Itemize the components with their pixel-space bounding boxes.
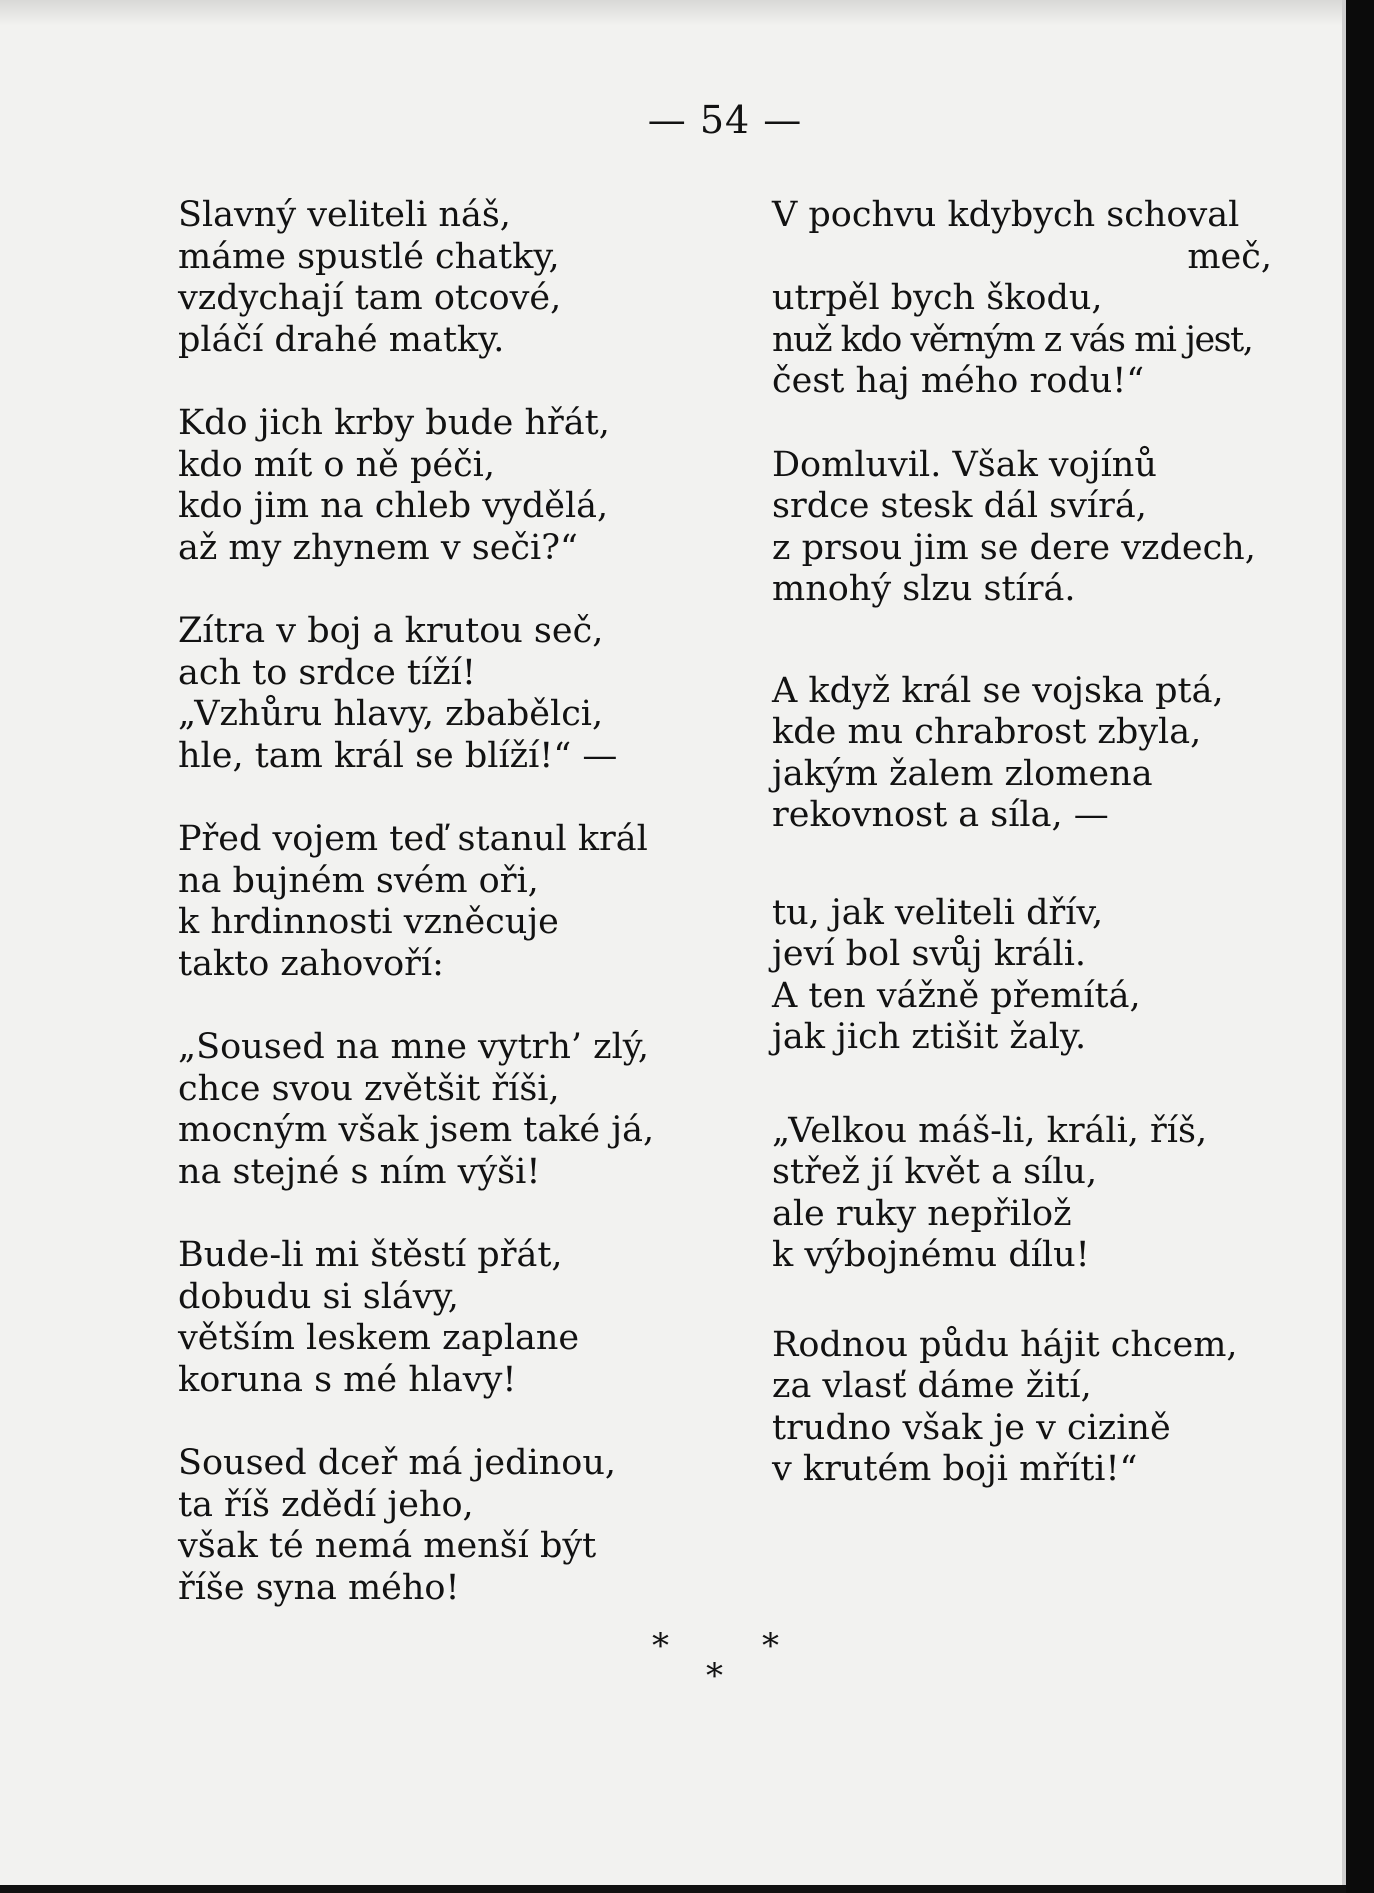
verse-line: za vlasť dáme žití, xyxy=(772,1366,1092,1406)
verse-line: Slavný veliteli náš, xyxy=(178,195,511,235)
verse-line: takto zahovoří: xyxy=(178,943,444,984)
verse-line: V pochvu kdybych schoval xyxy=(772,195,1240,235)
verse-line: trudno však je v cizině xyxy=(772,1407,1171,1448)
verse-line: dobudu si slávy, xyxy=(178,1276,459,1317)
stanza xyxy=(178,403,698,569)
verse-line: rekovnost a síla, — xyxy=(772,795,1109,835)
verse-line: nuž kdo věrným z vás mi jest, xyxy=(772,319,1253,360)
verse-line: až my zhynem v seči?“ xyxy=(178,527,578,568)
verse-line: z prsou jim se dere vzdech, xyxy=(772,527,1256,568)
verse-line: v krutém boji mříti!“ xyxy=(772,1449,1138,1489)
verse-line: na bujném svém oři, xyxy=(178,860,539,901)
verse-line: A ten vážně přemítá, xyxy=(772,975,1141,1016)
stanza xyxy=(178,195,698,361)
verse-line: Domluvil. Však vojínů xyxy=(772,444,1157,485)
verse-line: Zítra v boj a krutou seč, xyxy=(178,611,604,651)
stanza xyxy=(772,195,1272,403)
verse-line: ta říš zdědí jeho, xyxy=(178,1484,474,1525)
verse-line: koruna s mé hlavy! xyxy=(178,1359,517,1400)
scan-right-edge xyxy=(1346,0,1374,1893)
verse-line: „Soused na mne vytrh’ zlý, xyxy=(178,1027,650,1067)
stanza xyxy=(772,1111,1272,1277)
verse-line: Před vojem teď stanul král xyxy=(178,819,648,859)
verse-line: kde mu chrabrost zbyla, xyxy=(772,712,1202,752)
verse-line-turnover: meč, xyxy=(1187,236,1272,277)
stanza xyxy=(178,1443,698,1609)
stanza xyxy=(772,1325,1272,1491)
verse-line: Bude-li mi štěstí přát, xyxy=(178,1235,563,1275)
verse-line: tu, jak veliteli dřív, xyxy=(772,892,1104,933)
left-column xyxy=(178,195,698,1609)
verse-line: srdce stesk dál svírá, xyxy=(772,486,1147,526)
verse-line: větším leskem zaplane xyxy=(178,1318,580,1358)
verse-line: Rodnou půdu hájit chcem, xyxy=(772,1324,1238,1365)
right-column xyxy=(772,195,1272,1491)
stanza xyxy=(772,445,1272,611)
verse-line: Kdo jich krby bude hřát, xyxy=(178,403,610,443)
verse-line: Soused dceř má jedinou, xyxy=(178,1443,616,1483)
verse-line: máme spustlé chatky, xyxy=(178,236,560,277)
verse-line: na stejné s ním výši! xyxy=(178,1151,541,1192)
verse-line: utrpěl bych škodu, xyxy=(772,278,1103,318)
verse-line: však té nemá menší být xyxy=(178,1526,597,1566)
verse-line: „Vzhůru hlavy, zbabělci, xyxy=(178,694,604,734)
verse-line: ach to srdce tíží! xyxy=(178,652,476,693)
stanza xyxy=(178,819,698,985)
verse-line: mnohý slzu stírá. xyxy=(772,569,1076,609)
asterisk: * xyxy=(706,1656,723,1696)
verse-line: A když král se vojska ptá, xyxy=(772,670,1224,711)
stanza xyxy=(178,611,698,777)
scan-top-edge xyxy=(0,0,1346,26)
verse-line: chce svou zvětšit říši, xyxy=(178,1068,560,1109)
verse-line: k výbojnému dílu! xyxy=(772,1235,1090,1275)
verse-line: pláčí drahé matky. xyxy=(178,319,505,360)
verse-line: vzdychají tam otcové, xyxy=(178,278,562,318)
stanza xyxy=(772,893,1272,1059)
verse-line: střež jí květ a sílu, xyxy=(772,1152,1098,1192)
verse-line: „Velkou máš-li, králi, říš, xyxy=(772,1110,1208,1151)
verse-line: jakým žalem zlomena xyxy=(772,753,1153,794)
verse-line: jak jich ztišit žaly. xyxy=(772,1017,1087,1057)
stanza xyxy=(178,1027,698,1193)
asterisk: * xyxy=(652,1626,669,1666)
stanza xyxy=(178,1235,698,1401)
page-number: — 54 — xyxy=(647,98,803,142)
scan-bottom-edge xyxy=(0,1885,1346,1893)
verse-line: k hrdinnosti vzněcuje xyxy=(178,902,559,942)
asterism-separator xyxy=(640,1620,800,1700)
verse-line: kdo jim na chleb vydělá, xyxy=(178,486,609,526)
verse-line: kdo mít o ně péči, xyxy=(178,444,495,485)
verse-line: čest haj mého rodu!“ xyxy=(772,361,1145,401)
verse-line: hle, tam král se blíží!“ — xyxy=(178,735,618,776)
verse-line: ale ruky nepřilož xyxy=(772,1193,1072,1234)
asterisk: * xyxy=(762,1626,779,1666)
verse-line: mocným však jsem také já, xyxy=(178,1110,655,1150)
verse-line: jeví bol svůj králi. xyxy=(772,934,1087,974)
stanza xyxy=(772,671,1272,837)
verse-line: říše syna mého! xyxy=(178,1567,460,1608)
